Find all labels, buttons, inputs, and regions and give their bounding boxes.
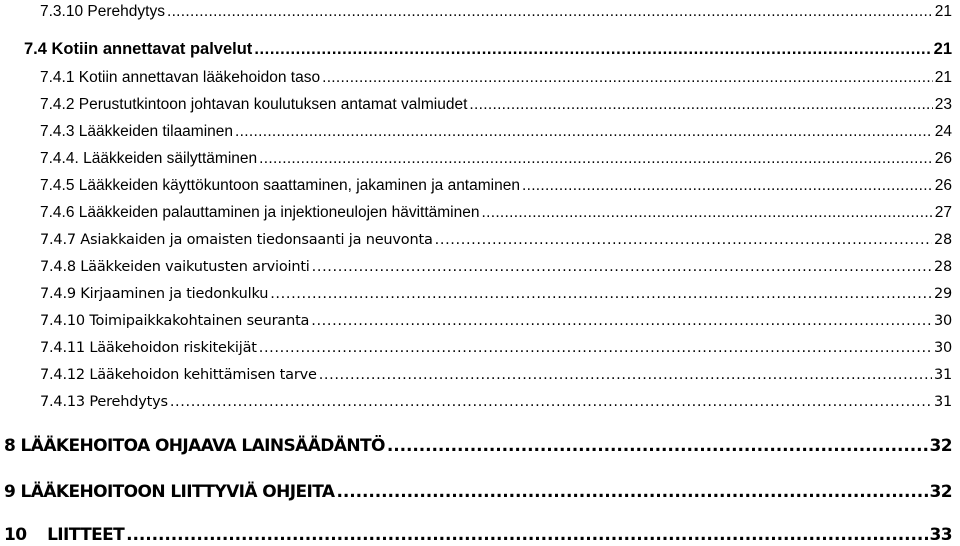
toc-entry[interactable] (40, 232, 952, 248)
toc-leader-dots (387, 436, 928, 456)
toc-entry-label: 7.4.4. Lääkkeiden säilyttäminen (40, 150, 258, 167)
toc-leader-dots (259, 340, 932, 356)
toc-entry[interactable] (40, 367, 952, 383)
toc-entry-page: 33 (929, 525, 952, 545)
toc-entry-label: 8 LÄÄKEHOITOA OHJAAVA LAINSÄÄDÄNTÖ (4, 436, 385, 456)
toc-leader-dots (312, 259, 932, 275)
toc-leader-dots (167, 3, 933, 21)
toc-leader-dots (435, 232, 932, 248)
toc-entry-label: 7.3.10 Perehdytys (40, 3, 165, 20)
toc-leader-dots (522, 177, 933, 195)
toc-entry[interactable] (40, 394, 952, 410)
toc-entry[interactable] (40, 259, 952, 275)
toc-entry-page: 27 (934, 204, 952, 221)
toc-leader-dots (322, 69, 933, 87)
toc-entry-page: 28 (933, 259, 952, 275)
toc-entry-page: 23 (934, 96, 952, 113)
toc-leader-dots (311, 313, 932, 329)
toc-entry[interactable] (40, 340, 952, 356)
toc-leader-dots (126, 525, 927, 545)
toc-chapter-entry[interactable] (4, 525, 952, 545)
toc-entry-page: 31 (933, 394, 952, 410)
toc-entry-label: 7.4.7 Asiakkaiden ja omaisten tiedonsaanti ja neuvonta (40, 232, 433, 248)
toc-entry-number: 10 (4, 525, 27, 545)
toc-leader-dots (270, 286, 932, 302)
toc-leader-dots (336, 482, 927, 502)
toc-entry-page: 28 (933, 232, 952, 248)
toc-leader-dots (235, 123, 933, 141)
toc-leader-dots (259, 150, 933, 168)
toc-entry-label: LIITTEET (47, 525, 125, 545)
toc-entry-page: 26 (934, 177, 952, 194)
toc-entry-page: 21 (933, 40, 952, 58)
toc-leader-dots (170, 394, 932, 410)
toc-entry-page: 26 (934, 150, 952, 167)
toc-entry-page: 32 (929, 482, 952, 502)
toc-entry-label: 7.4.10 Toimipaikkakohtainen seuranta (40, 313, 310, 329)
toc-entry-page: 30 (933, 340, 952, 356)
toc-entry-label: 7.4.3 Lääkkeiden tilaaminen (40, 123, 234, 140)
toc-leader-dots (319, 367, 932, 383)
toc-entry-label: 7.4.6 Lääkkeiden palauttaminen ja injektioneulojen hävittäminen (40, 204, 480, 221)
toc-entry-page: 30 (933, 313, 952, 329)
toc-entry[interactable] (40, 313, 952, 329)
toc-entry-label: 7.4.12 Lääkehoidon kehittämisen tarve (40, 367, 317, 383)
toc-entry[interactable] (40, 286, 952, 302)
toc-entry-page: 29 (933, 286, 952, 302)
toc-entry-label: 9 LÄÄKEHOITOON LIITTYVIÄ OHJEITA (4, 482, 335, 502)
toc-entry-label: 7.4.11 Lääkehoidon riskitekijät (40, 340, 257, 356)
toc-entry[interactable] (24, 40, 952, 59)
toc-leader-dots (481, 204, 932, 222)
toc-entry-label: 7.4 Kotiin annettavat palvelut (24, 40, 253, 58)
toc-entry[interactable] (40, 150, 952, 168)
toc-entry-page: 32 (929, 436, 952, 456)
toc-entry[interactable] (40, 69, 952, 87)
toc-entry-page: 21 (934, 3, 952, 20)
toc-entry-label: 7.4.8 Lääkkeiden vaikutusten arviointi (40, 259, 310, 275)
toc-entry-label: 7.4.13 Perehdytys (40, 394, 168, 410)
toc-entry-page: 31 (933, 367, 952, 383)
toc-entry-page: 21 (934, 69, 952, 86)
toc-leader-dots (469, 96, 932, 114)
toc-chapter-entry[interactable] (4, 482, 952, 502)
toc-entry-label: 7.4.1 Kotiin annettavan lääkehoidon taso (40, 69, 321, 86)
toc-entry[interactable] (40, 123, 952, 141)
toc-chapter-entry[interactable] (4, 436, 952, 456)
toc-entry-page: 24 (934, 123, 952, 140)
toc-entry-label: 7.4.2 Perustutkintoon johtavan koulutuksen antamat valmiudet (40, 96, 468, 113)
toc-entry[interactable] (40, 3, 952, 21)
toc-entry[interactable] (40, 177, 952, 195)
toc-leader-dots (254, 40, 931, 59)
toc-entry[interactable] (40, 204, 952, 222)
toc-entry-label: 7.4.9 Kirjaaminen ja tiedonkulku (40, 286, 269, 302)
toc-entry[interactable] (40, 96, 952, 114)
toc-entry-label: 7.4.5 Lääkkeiden käyttökuntoon saattaminen, jakaminen ja antaminen (40, 177, 520, 194)
